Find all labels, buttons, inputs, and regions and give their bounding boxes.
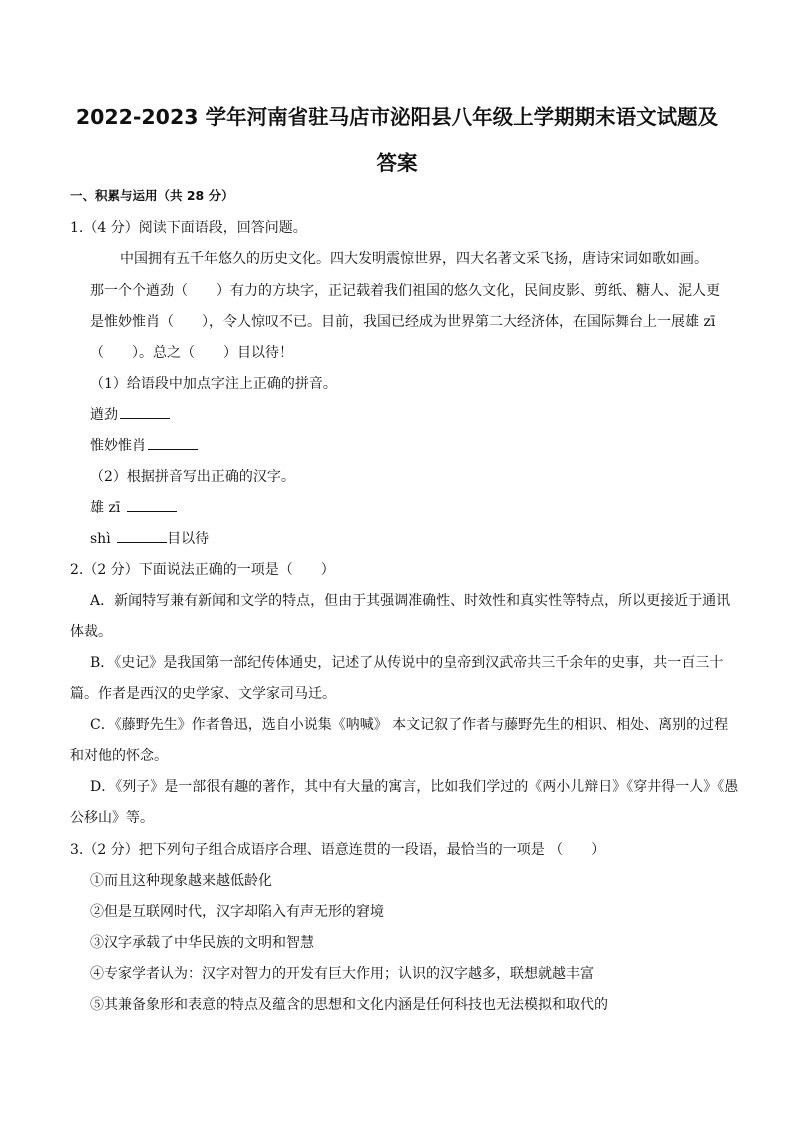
q1-item-b-label: 惟妙惟肖 (90, 438, 146, 454)
q1-sub1: （1）给语段中加点字注上正确的拼音。 (90, 376, 337, 392)
q1-item-c-label: 雄 zī (90, 500, 121, 516)
q2-stem: 2.（2 分）下面说法正确的一项是（ ） (70, 562, 335, 578)
q1-passage-line3: 是惟妙惟肖（ ），令人惊叹不已。目前，我国已经成为世界第二大经济体，在国际舞台上一展雄 zī (90, 314, 716, 330)
page-title-line1: 2022-2023 学年河南省驻马店市泌阳县八年级上学期期末语文试题及 (75, 105, 719, 129)
q3-stem: 3.（2 分）把下列句子组合成语序合理、语意连贯的一段语，最恰当的一项是 （ ） (70, 842, 606, 858)
answer-blank[interactable] (120, 406, 170, 419)
q1-stem: 1.（4 分）阅读下面语段，回答问题。 (70, 220, 307, 236)
q1-item-d-pre: shì (90, 531, 111, 547)
answer-blank[interactable] (127, 499, 177, 512)
q2-option-d-line2: 公移山》等。 (70, 810, 154, 826)
q2-option-a-line2: 体裁。 (70, 624, 112, 640)
q1-item-a-label: 遒劲 (90, 407, 118, 423)
q1-item-a (90, 406, 170, 424)
page-title-line2: 答案 (376, 151, 418, 175)
q2-option-d-line1: D．《列子》是一部很有趣的著作，其中有大量的寓言，比如我们学过的《两小儿辩日》《穿井得一人》《愚 (90, 779, 739, 795)
section-heading: 一、积累与运用（共 28 分） (70, 188, 234, 203)
q2-option-a-line1: A．新闻特写兼有新闻和文学的特点，但由于其强调准确性、时效性和真实性等特点，所以更接近于通讯 (90, 593, 731, 609)
q1-passage-line2: 那一个个遒劲（ ）有力的方块字，正记载着我们祖国的悠久文化，民间皮影、剪纸、糖人、泥人更 (90, 283, 720, 299)
answer-blank[interactable] (148, 437, 198, 450)
q1-item-d-post: 目以待 (167, 531, 210, 547)
q2-option-b-line2: 篇。作者是西汉的史学家、文学家司马迁。 (70, 686, 336, 702)
answer-blank[interactable] (117, 530, 167, 543)
q3-sentence-3: ③汉字承载了中华民族的文明和智慧 (90, 935, 314, 951)
q1-passage-line1: 中国拥有五千年悠久的历史文化。四大发明震惊世界，四大名著文采飞扬，唐诗宋词如歌如画。 (120, 251, 708, 267)
q3-sentence-2: ②但是互联网时代，汉字却陷入有声无形的窘境 (90, 904, 384, 920)
q1-item-d (90, 530, 209, 548)
q1-item-b (90, 437, 198, 455)
q3-sentence-5: ⑤其兼备象形和表意的特点及蕴含的思想和文化内涵是任何科技也无法模拟和取代的 (90, 997, 608, 1013)
q2-option-c-line1: C．《藤野先生》作者鲁迅，选自小说集《呐喊》 本文记叙了作者与藤野先生的相识、相处、离别的过程 (90, 717, 729, 733)
q2-option-c-line2: 和对他的怀念。 (70, 748, 168, 764)
q3-sentence-1: ①而且这种现象越来越低龄化 (90, 873, 272, 889)
q3-sentence-4: ④专家学者认为：汉字对智力的开发有巨大作用；认识的汉字越多，联想就越丰富 (90, 966, 594, 982)
q1-sub2: （2）根据拼音写出正确的汉字。 (90, 469, 295, 485)
q1-item-c (90, 499, 177, 517)
q1-passage-line4: （ ）。总之（ ）目以待！ (90, 345, 293, 361)
q2-option-b-line1: B．《史记》是我国第一部纪传体通史，记述了从传说中的皇帝到汉武帝共三千余年的史事，共一百三十 (90, 655, 724, 671)
